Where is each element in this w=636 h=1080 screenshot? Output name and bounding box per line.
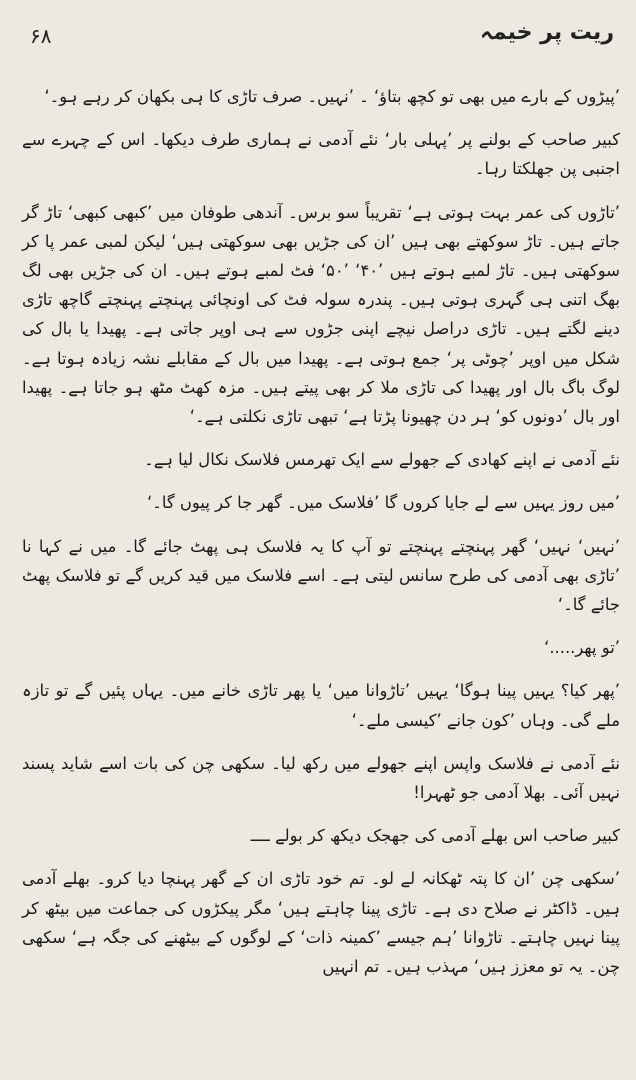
paragraph: کبیر صاحب اس بھلے آدمی کی جھجک دیکھ کر بولے ــــ <box>250 826 620 846</box>
paragraph: ’پھر کیا؟ یہیں پینا ہوگا‘ یہیں ’تاڑوانا میں‘ یا پھر تاڑی خانے میں۔ یہاں پئیں گے تو تازہ ملے گی۔ وہاں ’کون جانے ’کیسی ملے۔‘ <box>22 681 620 730</box>
paragraph: ’تاڑوں کی عمر بہت ہوتی ہے‘ تقریباً سو برس۔ آندھی طوفان میں ’کبھی کبھی‘ تاڑ گر جاتے ہیں۔ تاڑ سوکھتے بھی ہیں ’ان کی جڑیں بھی سوکھتی ہیں‘ لیکن لمبی عمر پا کر سوکھتی ہیں۔ تاڑ لمبے ہوتے ہیں ’۴۰‘ ’۵۰‘ فٹ لمبے ہوتے ہیں۔ ان کی جڑیں بھی لگ بھگ اتنی ہی گہری ہوتی ہیں۔ پندرہ سولہ فٹ کی اونچائی پہنچتے پہنچتے گاچھ تاڑی دینے لگتے ہیں۔ تاڑی دراصل نیچے اپنی جڑوں سے ہی اوپر جاتی ہے۔ پھیدا یا بال کی شکل میں اوپر ’چوٹی پر‘ جمع ہوتی ہے۔ پھیدا میں بال کے مقابلے نشہ زیادہ ہوتا ہے۔ لوگ باگ بال اور پھیدا کی تاڑی ملا کر بھی پیتے ہیں۔ مزہ کھٹ مٹھ ہو جاتا ہے۔ پھیدا اور بال ’دونوں کو‘ ہر دن چھیونا پڑتا ہے‘ تبھی تاڑی نکلتی ہے۔‘ <box>22 202 620 427</box>
paragraph: نئے آدمی نے فلاسک واپس اپنے جھولے میں رکھ لیا۔ سکھی چن کی بات اسے شاید پسند نہیں آئی۔ بھلا آدمی جو ٹھہرا! <box>22 753 620 803</box>
page-number: ۶۸ <box>30 24 52 48</box>
page-header <box>22 18 620 56</box>
paragraph: نئے آدمی نے اپنے کھادی کے جھولے سے ایک تھرمس فلاسک نکال لیا ہے۔ <box>144 450 620 470</box>
body-text <box>22 82 620 981</box>
paragraph: ’سکھی چن ’ان کا پتہ ٹھکانہ لے لو۔ تم خود تاڑی ان کے گھر پہنچا دیا کرو۔ بھلے آدمی ہیں۔ ڈاکٹر نے صلاح دی ہے۔ تاڑی پینا چاہتے ہیں‘ مگر پیکڑوں کی جماعت میں بیٹھ کر پینا نہیں چاہتے۔ تاڑوانا ’ہم جیسے ’کمینہ ذات‘ کے لوگوں کے بیٹھنے کی جگہ ہے‘ سکھی چن۔ یہ تو معزز ہیں‘ مہذب ہیں۔ تم انہیں <box>22 869 620 977</box>
paragraph: ’میں روز یہیں سے لے جایا کروں گا ’فلاسک میں۔ گھر جا کر پیوں گا۔‘ <box>147 493 620 513</box>
paragraph: ’پیڑوں کے بارے میں بھی تو کچھ بتاؤ‘ ۔ ’نہیں۔ صرف تاڑی کا ہی بکھان کر رہے ہو۔‘ <box>44 87 620 106</box>
paragraph: ’تو پھر.....‘ <box>544 638 620 658</box>
paragraph: ’نہیں‘ نہیں‘ گھر پہنچتے پہنچتے تو آپ کا یہ فلاسک ہی پھٹ جائے گا۔ میں نے کہا نا ’تاڑی بھی آدمی کی طرح سانس لیتی ہے۔ اسے فلاسک میں قید کریں گے تو فلاسک پھٹ جائے گا۔‘ <box>22 536 620 615</box>
book-title: ریت پر خیمہ <box>480 20 614 45</box>
paragraph: کبیر صاحب کے بولنے پر ’پہلی بار‘ نئے آدمی نے ہماری طرف دیکھا۔ اس کے چہرے سے اجنبی پن جھلکتا رہا۔ <box>22 130 620 179</box>
